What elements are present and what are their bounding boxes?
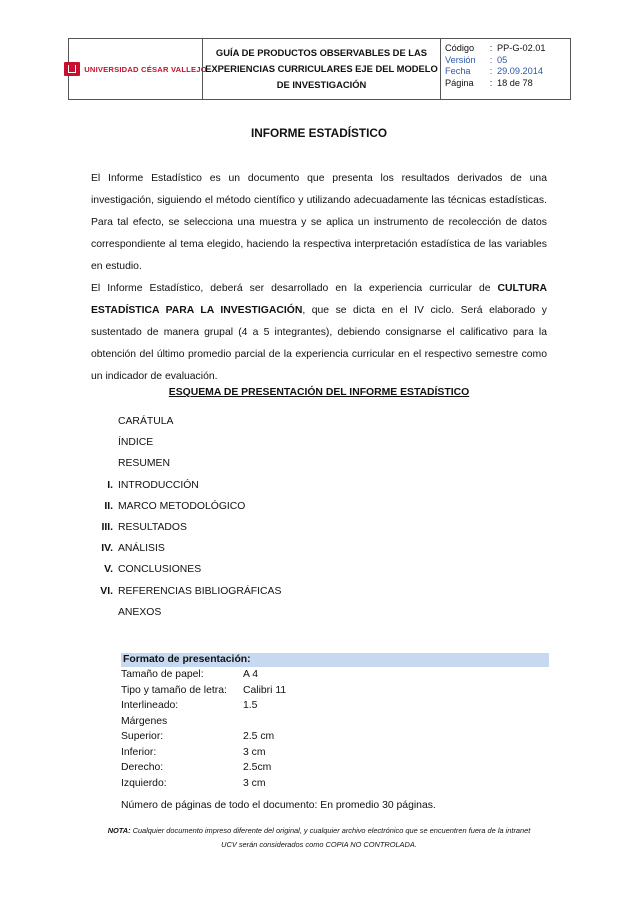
format-key: Derecho: <box>121 762 164 773</box>
meta-row <box>445 55 570 67</box>
intro-paragraph: El Informe Estadístico es un documento que presenta los resultados derivados de una investigación, siguiendo el método científico y utilizando adecuadamente las técnicas estadísticas. Para tal efecto, se selecciona una muestra y se aplica un instrumento de recolección de datos correspondiente al tema elegido, haciendo la respectiva interpretación estadística de las variables en estudio. <box>91 173 547 272</box>
format-value: 2.5 cm <box>243 731 275 742</box>
footnote-text: UCV serán considerados como COPIA NO CONTROLADA. <box>221 840 417 849</box>
meta-key: Página <box>445 77 474 88</box>
outline-number <box>80 411 118 433</box>
outline-number <box>80 602 118 624</box>
outline-label: MARCO METODOLÓGICO <box>118 500 246 512</box>
pages-note: Número de páginas de todo el documento: En promedio 30 páginas. <box>121 800 436 811</box>
course-name: CULTURA ESTADÍSTICA PARA LA INVESTIGACIÓN <box>91 283 547 316</box>
outline-item <box>80 411 173 433</box>
outline-item <box>80 475 199 497</box>
outline-label: ANÁLISIS <box>118 543 165 555</box>
format-row <box>121 745 549 761</box>
header-meta <box>441 39 570 99</box>
outline-number: VI. <box>100 585 113 597</box>
format-key: Superior: <box>121 731 164 742</box>
footnote <box>0 824 638 852</box>
header-title-line: EXPERIENCIAS CURRICULARES EJE DEL MODELO <box>205 63 438 74</box>
outline-number: III. <box>101 522 113 533</box>
format-value: 3 cm <box>243 746 266 758</box>
meta-value: 29.09.2014 <box>497 66 543 76</box>
format-row <box>121 714 549 730</box>
format-value: 1.5 <box>243 700 258 711</box>
meta-row <box>445 43 570 55</box>
format-value: A 4 <box>243 669 259 680</box>
outline-label: RESULTADOS <box>118 522 187 533</box>
outline-label: ANEXOS <box>118 606 162 618</box>
meta-separator: : <box>489 66 493 76</box>
format-key: Márgenes <box>121 715 168 727</box>
format-row <box>121 760 549 776</box>
logo-text: UNIVERSIDAD CÉSAR VALLEJO <box>84 64 207 74</box>
format-key: Tipo y tamaño de letra: <box>121 684 227 696</box>
course-paragraph <box>91 278 547 388</box>
meta-key: Versión <box>445 54 476 65</box>
outline-item <box>80 581 281 603</box>
outline-label: RESUMEN <box>118 458 170 470</box>
format-key: Tamaño de papel: <box>121 669 204 680</box>
header-title <box>203 39 441 99</box>
meta-value: PP-G-02.01 <box>497 43 546 53</box>
format-key: Interlineado: <box>121 700 179 711</box>
outline-item <box>80 496 245 518</box>
meta-separator: : <box>489 54 493 65</box>
format-value: 3 cm <box>243 777 266 789</box>
meta-row <box>445 66 570 78</box>
page-title: INFORME ESTADÍSTICO <box>250 126 388 140</box>
outline-number: IV. <box>101 543 113 555</box>
meta-separator: : <box>489 77 493 88</box>
format-row <box>121 667 549 683</box>
header-title-line: DE INVESTIGACIÓN <box>276 79 367 90</box>
outline-number: II. <box>104 500 113 512</box>
meta-value: 18 de 78 <box>497 77 533 88</box>
outline-label: ÍNDICE <box>118 437 154 449</box>
outline-item <box>80 517 187 539</box>
format-key: Izquierdo: <box>121 777 167 789</box>
format-row <box>121 683 549 699</box>
logo-cell <box>69 39 207 99</box>
outline-number: I. <box>107 479 113 491</box>
outline-label: CONCLUSIONES <box>118 564 202 576</box>
format-box <box>121 653 549 791</box>
course-paragraph-text: , que se dicta en el IV ciclo. Será elaborado y sustentado de manera grupal (4 a 5 integrantes), debiendo consignarse el calificativo para la obtención del último promedio parcial de la experiencia curricular en el respectivo semestre como un indicador de evaluación. <box>91 305 547 382</box>
course-paragraph-text: El Informe Estadístico, deberá ser desarrollado en la experiencia curricular de <box>91 283 498 294</box>
outline-number <box>80 453 118 475</box>
outline-number: V. <box>104 564 113 576</box>
format-row <box>121 729 549 745</box>
shield-logo-icon <box>64 62 80 76</box>
outline-item <box>80 453 170 475</box>
university-logo <box>64 62 207 76</box>
meta-key: Fecha <box>445 66 471 76</box>
format-row <box>121 698 549 714</box>
outline-item <box>80 602 161 624</box>
format-row <box>121 776 549 792</box>
outline-item <box>80 538 165 560</box>
outline-item <box>80 559 201 581</box>
schema-title: ESQUEMA DE PRESENTACIÓN DEL INFORME ESTADÍSTICO <box>168 387 470 398</box>
meta-value: 05 <box>497 54 508 65</box>
outline-number <box>80 432 118 454</box>
format-value: Calibri 11 <box>243 684 287 696</box>
meta-row <box>445 78 570 90</box>
outline-label: INTRODUCCIÓN <box>118 479 199 491</box>
outline-label: REFERENCIAS BIBLIOGRÁFICAS <box>118 585 282 597</box>
outline-label: CARÁTULA <box>118 416 174 427</box>
format-key: Inferior: <box>121 746 157 758</box>
footnote-label: NOTA: <box>107 826 131 835</box>
meta-separator: : <box>489 43 493 53</box>
outline-item <box>80 432 153 454</box>
format-heading: Formato de presentación: <box>121 653 549 667</box>
footnote-text: Cualquier documento impreso diferente del original, y cualquier archivo electrónico que se encuentren fuera de la intranet <box>130 826 531 835</box>
meta-key: Código <box>445 43 475 53</box>
format-value: 2.5cm <box>243 762 272 773</box>
header-title-line: GUÍA DE PRODUCTOS OBSERVABLES DE LAS <box>215 47 428 58</box>
document-header-table <box>68 38 571 100</box>
